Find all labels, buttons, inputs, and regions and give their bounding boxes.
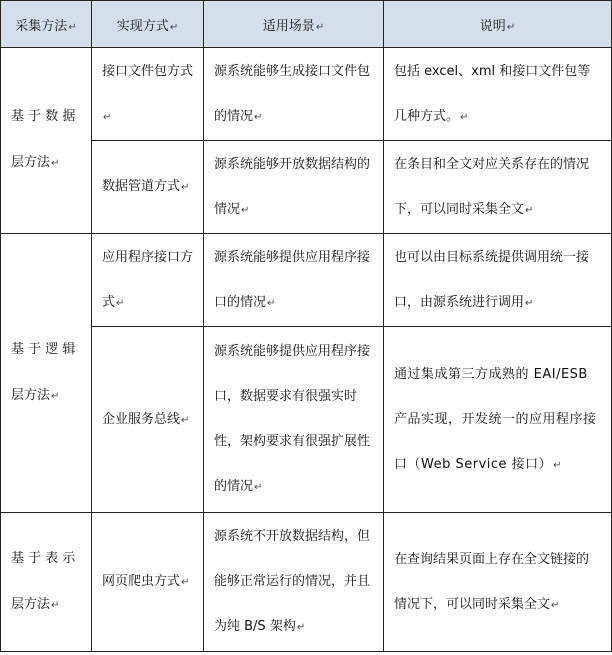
table-row	[1, 234, 612, 327]
header-note: 说明↵	[384, 1, 612, 48]
note-cell: 在查询结果页面上存在全文链接的情况下，可以同时采集全文↵	[384, 513, 612, 652]
scene-cell: 源系统不开放数据结构，但能够正常运行的情况，并且为纯 B/S 架构↵	[204, 513, 384, 652]
scene-cell: 源系统能够提供应用程序接口的情况↵	[204, 234, 384, 327]
scene-cell: 源系统能够生成接口文件包的情况↵	[204, 48, 384, 141]
table-row	[1, 48, 612, 141]
header-scene: 适用场景↵	[204, 1, 384, 48]
method-cell-data-layer: 基 于 数 据 层方法↵	[1, 48, 92, 234]
header-method: 采集方法↵	[1, 1, 92, 48]
table-row	[1, 327, 612, 513]
header-impl: 实现方式↵	[92, 1, 204, 48]
impl-cell: 数据管道方式↵	[92, 141, 204, 234]
scene-cell: 源系统能够开放数据结构的情况↵	[204, 141, 384, 234]
impl-cell: 网页爬虫方式↵	[92, 513, 204, 652]
impl-cell: 应用程序接口方式↵	[92, 234, 204, 327]
note-cell: 通过集成第三方成熟的 EAI/ESB 产品实现，开发统一的应用程序接口（Web Service 接口）↵	[384, 327, 612, 513]
note-cell: 在条目和全文对应关系存在的情况下，可以同时采集全文↵	[384, 141, 612, 234]
impl-cell: 企业服务总线↵	[92, 327, 204, 513]
method-cell-logic-layer: 基 于 逻 辑 层方法↵	[1, 234, 92, 513]
note-cell: 包括 excel、xml 和接口文件包等几种方式。↵	[384, 48, 612, 141]
table-header-row	[1, 1, 612, 48]
method-cell-presentation-layer: 基 于 表 示 层方法↵	[1, 513, 92, 652]
table-row	[1, 513, 612, 652]
table-row	[1, 141, 612, 234]
impl-cell: 接口文件包方式↵	[92, 48, 204, 141]
scene-cell: 源系统能够提供应用程序接口，数据要求有很强实时性，架构要求有很强扩展性的情况↵	[204, 327, 384, 513]
note-cell: 也可以由目标系统提供调用统一接口，由源系统进行调用↵	[384, 234, 612, 327]
